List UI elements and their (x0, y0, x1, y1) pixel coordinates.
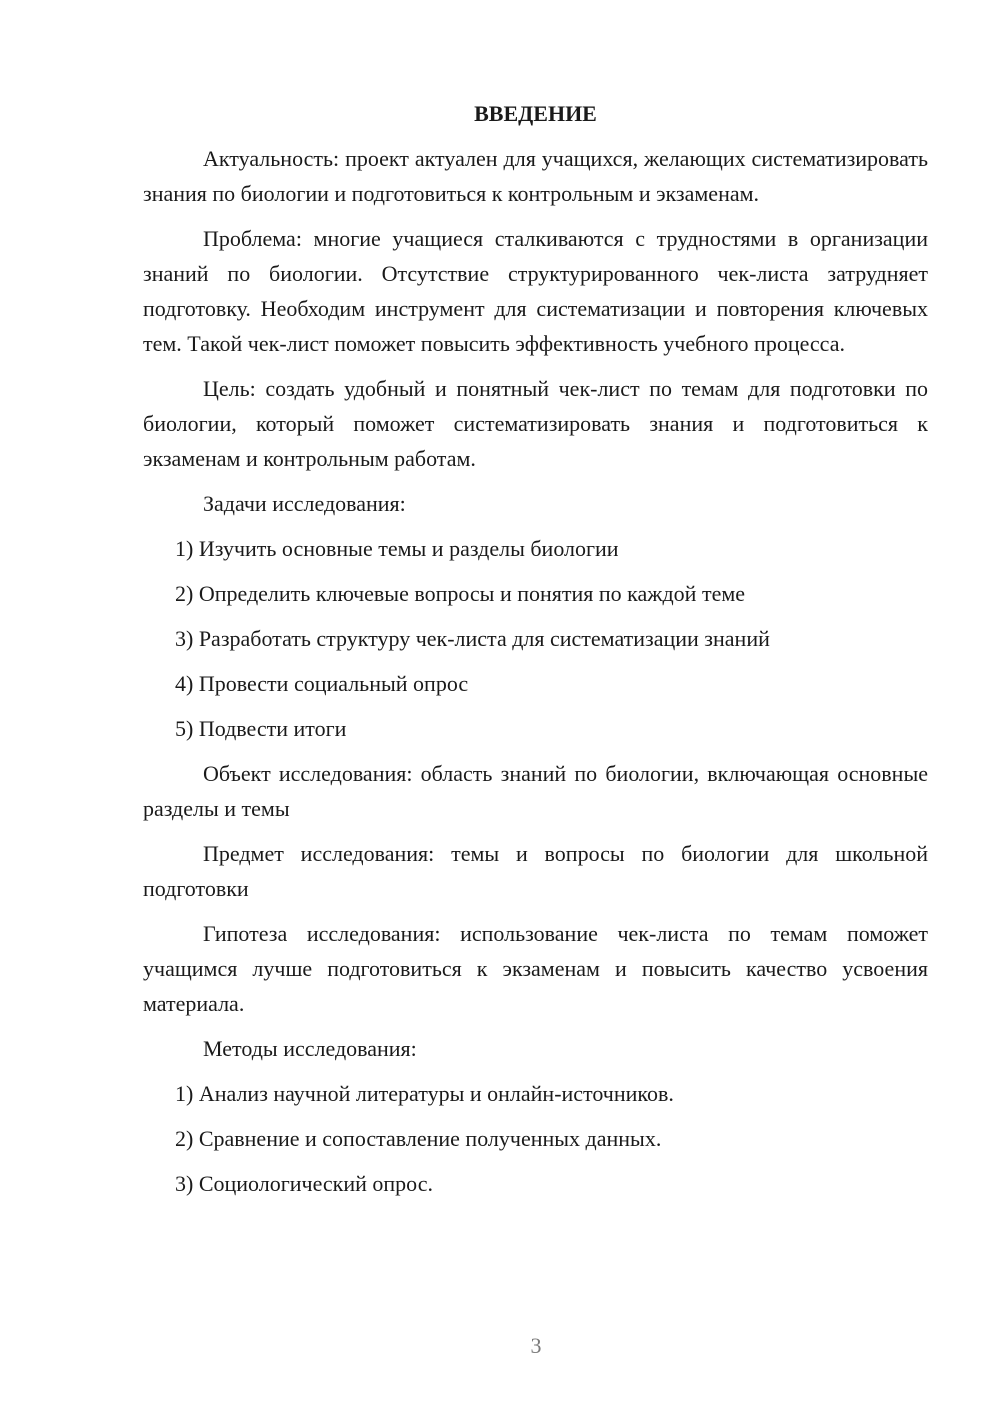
task-item: 3) Разработать структуру чек-листа для систематизации знаний (175, 626, 770, 651)
relevance-paragraph: Актуальность: проект актуален для учащихся, желающих систематизировать знания по биологии и подготовиться к контрольным и экзаменам. (143, 146, 928, 206)
goal-paragraph: Цель: создать удобный и понятный чек-лист по темам для подготовки по биологии, который поможет систематизировать знания и подготовиться к экзаменам и контрольным работам. (143, 376, 928, 471)
hypothesis-paragraph: Гипотеза исследования: использование чек-листа по темам поможет учащимся лучше подготовиться к экзаменам и повысить качество усвоения материала. (143, 921, 928, 1016)
subject-paragraph: Предмет исследования: темы и вопросы по биологии для школьной подготовки (143, 841, 928, 901)
task-item: 4) Провести социальный опрос (175, 671, 469, 696)
task-item: 2) Определить ключевые вопросы и понятия по каждой теме (175, 581, 746, 606)
task-item: 5) Подвести итоги (175, 716, 347, 741)
method-item: 2) Сравнение и сопоставление полученных данных. (175, 1126, 662, 1151)
problem-paragraph: Проблема: многие учащиеся сталкиваются с трудностями в организации знаний по биологии. Отсутствие структурированного чек-листа затрудняет подготовку. Необходим инструмент для систематизации и повторения ключевых тем. Такой чек-лист поможет повысить эффективность учебного процесса. (143, 226, 928, 356)
page-number: 3 (530, 1333, 542, 1358)
methods-heading: Методы исследования: (203, 1036, 417, 1061)
object-paragraph: Объект исследования: область знаний по биологии, включающая основные разделы и темы (143, 761, 928, 821)
page-title: ВВЕДЕНИЕ (474, 101, 597, 126)
method-item: 1) Анализ научной литературы и онлайн-источников. (175, 1081, 674, 1106)
page-content (143, 96, 928, 1211)
tasks-heading: Задачи исследования: (203, 491, 406, 516)
method-item: 3) Социологический опрос. (175, 1171, 433, 1196)
task-item: 1) Изучить основные темы и разделы биологии (175, 536, 619, 561)
